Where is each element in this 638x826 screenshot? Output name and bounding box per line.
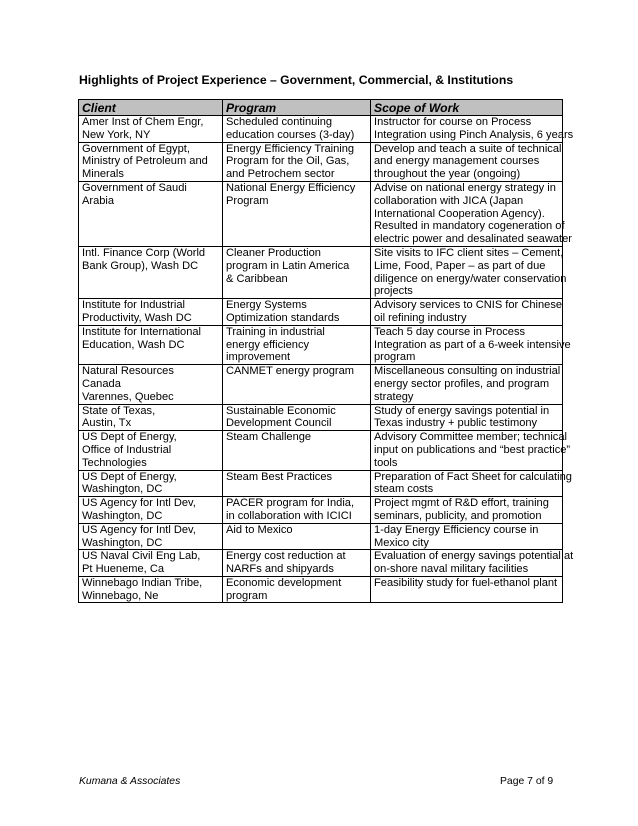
cell-text-line: Texas industry + public testimony xyxy=(374,417,538,430)
cell-text-line: strategy xyxy=(374,390,414,403)
client-cell xyxy=(79,497,223,524)
cell-text-line: input on publications and “best practice” xyxy=(374,443,571,456)
page-heading: Highlights of Project Experience – Government, Commercial, & Institutions xyxy=(79,73,514,87)
footer-page-number: Page 7 of 9 xyxy=(500,776,554,787)
cell-text-line: projects xyxy=(374,285,413,298)
table-body xyxy=(79,116,574,603)
footer-company: Kumana & Associates xyxy=(79,776,181,787)
program-cell xyxy=(223,470,371,497)
cell-text-line: State of Texas, xyxy=(82,404,156,417)
client-cell xyxy=(79,299,223,326)
client-cell xyxy=(79,142,223,181)
cell-text-line: Bank Group), Wash DC xyxy=(82,259,199,272)
table-row xyxy=(79,142,563,181)
cell-text-line: Program for the Oil, Gas, xyxy=(226,155,350,168)
cell-text-line: program xyxy=(374,351,416,364)
cell-text-line: Study of energy savings potential in xyxy=(374,404,550,417)
cell-text-line: and energy management courses xyxy=(374,155,540,168)
cell-text-line: education courses (3-day) xyxy=(226,128,355,141)
client-cell xyxy=(79,246,223,298)
cell-text-line: tools xyxy=(374,456,398,469)
cell-text-line: US Naval Civil Eng Lab, xyxy=(82,550,201,563)
cell-text-line: Integration using Pinch Analysis, 6 years xyxy=(374,128,574,141)
cell-text-line: Government of Egypt, xyxy=(82,142,190,155)
cell-text-line: Economic development xyxy=(226,576,342,589)
cell-text-line: & Caribbean xyxy=(226,272,288,285)
client-cell xyxy=(79,550,223,577)
cell-text-line: oil refining industry xyxy=(374,311,467,324)
cell-text-line: US Agency for Intl Dev, xyxy=(82,497,196,510)
scope-cell xyxy=(371,299,563,326)
client-cell xyxy=(79,365,223,404)
cell-text-line: Education, Wash DC xyxy=(82,338,185,351)
client-cell xyxy=(79,431,223,470)
cell-text-line: Intl. Finance Corp (World xyxy=(82,246,206,259)
cell-text-line: Steam Challenge xyxy=(226,431,312,444)
cell-text-line: Advise on national energy strategy in xyxy=(374,181,556,194)
cell-text-line: and Petrochem sector xyxy=(226,168,335,181)
program-cell xyxy=(223,523,371,550)
cell-text-line: Pt Hueneme, Ca xyxy=(82,563,165,576)
cell-text-line: steam costs xyxy=(374,483,434,496)
cell-text-line: PACER program for India, xyxy=(226,497,355,510)
client-cell xyxy=(79,576,223,603)
cell-text-line: Amer Inst of Chem Engr, xyxy=(82,116,204,128)
table-row xyxy=(79,246,563,298)
scope-cell xyxy=(371,116,574,143)
table-row xyxy=(79,523,563,550)
program-cell xyxy=(223,404,371,431)
scope-cell xyxy=(371,246,567,298)
cell-text-line: Energy Efficiency Training xyxy=(226,142,355,155)
cell-text-line: Optimization standards xyxy=(226,311,340,324)
cell-text-line: Minerals xyxy=(82,168,124,181)
cell-text-line: New York, NY xyxy=(82,128,151,141)
cell-text-line: Advisory Committee member; technical xyxy=(374,431,567,444)
cell-text-line: Washington, DC xyxy=(82,483,163,496)
cell-text-line: Energy cost reduction at xyxy=(226,550,346,563)
cell-text-line: Develop and teach a suite of technical xyxy=(374,142,562,155)
scope-cell xyxy=(371,404,563,431)
client-cell xyxy=(79,325,223,364)
cell-text-line: 1-day Energy Efficiency course in xyxy=(374,523,539,536)
scope-cell xyxy=(371,365,563,404)
client-cell xyxy=(79,470,223,497)
cell-text-line: Development Council xyxy=(226,417,332,430)
cell-text-line: Advisory services to CNIS for Chinese xyxy=(374,299,563,312)
program-cell xyxy=(223,299,371,326)
program-cell xyxy=(223,142,371,181)
table-row xyxy=(79,550,563,577)
cell-text-line: Washington, DC xyxy=(82,536,163,549)
scope-cell xyxy=(371,142,563,181)
cell-text-line: Winnebago Indian Tribe, xyxy=(82,576,203,589)
program-cell xyxy=(223,365,371,404)
program-cell xyxy=(223,181,371,246)
cell-text-line: Preparation of Fact Sheet for calculating xyxy=(374,470,572,483)
cell-text-line: program xyxy=(226,589,268,602)
cell-text-line: Government of Saudi xyxy=(82,181,187,194)
scope-cell xyxy=(371,497,563,524)
cell-text-line: diligence on energy/water conservation xyxy=(374,272,567,285)
client-cell xyxy=(79,404,223,431)
cell-text-line: Institute for Industrial xyxy=(82,299,185,312)
cell-text-line: Scheduled continuing xyxy=(226,116,333,128)
cell-text-line: Training in industrial xyxy=(226,325,325,338)
scope-cell xyxy=(371,181,572,246)
program-cell xyxy=(223,431,371,470)
cell-text-line: Varennes, Quebec xyxy=(82,390,174,403)
cell-text-line: Steam Best Practices xyxy=(226,470,333,483)
table-row xyxy=(79,431,563,470)
client-cell xyxy=(79,523,223,550)
cell-text-line: Productivity, Wash DC xyxy=(82,311,192,324)
scope-cell xyxy=(371,325,571,364)
cell-text-line: throughout the year (ongoing) xyxy=(374,168,521,181)
table-row xyxy=(79,470,563,497)
program-cell xyxy=(223,325,371,364)
cell-text-line: improvement xyxy=(226,351,291,364)
cell-text-line: Integration as part of a 6-week intensive xyxy=(374,338,571,351)
cell-text-line: Canada xyxy=(82,377,121,390)
cell-text-line: Arabia xyxy=(82,194,115,207)
cell-text-line: Austin, Tx xyxy=(82,417,132,430)
table-row xyxy=(79,497,563,524)
cell-text-line: Instructor for course on Process xyxy=(374,116,532,128)
cell-text-line: Winnebago, Ne xyxy=(82,589,159,602)
cell-text-line: Project mgmt of R&D effort, training xyxy=(374,497,549,510)
cell-text-line: Cleaner Production xyxy=(226,246,321,259)
cell-text-line: Feasibility study for fuel-ethanol plant xyxy=(374,576,558,589)
cell-text-line: US Dept of Energy, xyxy=(82,431,177,444)
cell-text-line: Evaluation of energy savings potential at xyxy=(374,550,574,563)
cell-text-line: Miscellaneous consulting on industrial xyxy=(374,365,561,378)
cell-text-line: Technologies xyxy=(82,456,147,469)
cell-text-line: seminars, publicity, and promotion xyxy=(374,509,542,522)
scope-cell xyxy=(371,523,563,550)
cell-text-line: program in Latin America xyxy=(226,259,350,272)
header-client: Client xyxy=(79,100,223,116)
cell-text-line: electric power and desalinated seawater xyxy=(374,233,572,246)
cell-text-line: Ministry of Petroleum and xyxy=(82,155,208,168)
program-cell xyxy=(223,497,371,524)
cell-text-line: in collaboration with ICICI xyxy=(226,509,352,522)
scope-cell xyxy=(371,550,574,577)
cell-text-line: Energy Systems xyxy=(226,299,307,312)
cell-text-line: Office of Industrial xyxy=(82,443,172,456)
cell-text-line: Teach 5 day course in Process xyxy=(374,325,526,338)
header-program: Program xyxy=(223,100,371,116)
cell-text-line: Institute for International xyxy=(82,325,202,338)
table-row xyxy=(79,299,563,326)
client-cell xyxy=(79,116,223,143)
cell-text-line: Sustainable Economic xyxy=(226,404,336,417)
program-cell xyxy=(223,116,371,143)
cell-text-line: International Cooperation Agency). xyxy=(374,207,545,220)
cell-text-line: Program xyxy=(226,194,269,207)
cell-text-line: Site visits to IFC client sites – Cement, xyxy=(374,246,564,259)
header-scope-of-work: Scope of Work xyxy=(371,100,563,116)
scope-cell xyxy=(371,576,563,603)
cell-text-line: energy efficiency xyxy=(226,338,310,351)
cell-text-line: US Agency for Intl Dev, xyxy=(82,523,196,536)
scope-cell xyxy=(371,431,571,470)
cell-text-line: NARFs and shipyards xyxy=(226,563,334,576)
cell-text-line: collaboration with JICA (Japan xyxy=(374,194,524,207)
table-header-row xyxy=(79,100,563,116)
table-row xyxy=(79,325,563,364)
program-cell xyxy=(223,576,371,603)
scope-cell xyxy=(371,470,572,497)
table-row xyxy=(79,365,563,404)
cell-text-line: energy sector profiles, and program xyxy=(374,377,550,390)
program-cell xyxy=(223,246,371,298)
client-cell xyxy=(79,181,223,246)
table-row xyxy=(79,576,563,603)
program-cell xyxy=(223,550,371,577)
cell-text-line: Aid to Mexico xyxy=(226,523,293,536)
cell-text-line: Lime, Food, Paper – as part of due xyxy=(374,259,546,272)
project-experience-table xyxy=(78,99,574,603)
table-row xyxy=(79,181,563,246)
table-row xyxy=(79,404,563,431)
cell-text-line: Natural Resources xyxy=(82,365,174,378)
table-row xyxy=(79,116,563,143)
cell-text-line: on-shore naval military facilities xyxy=(374,563,529,576)
cell-text-line: National Energy Efficiency xyxy=(226,181,356,194)
cell-text-line: Mexico city xyxy=(374,536,429,549)
cell-text-line: Resulted in mandatory cogeneration of xyxy=(374,220,565,233)
cell-text-line: Washington, DC xyxy=(82,509,163,522)
cell-text-line: CANMET energy program xyxy=(226,365,355,378)
cell-text-line: US Dept of Energy, xyxy=(82,470,177,483)
